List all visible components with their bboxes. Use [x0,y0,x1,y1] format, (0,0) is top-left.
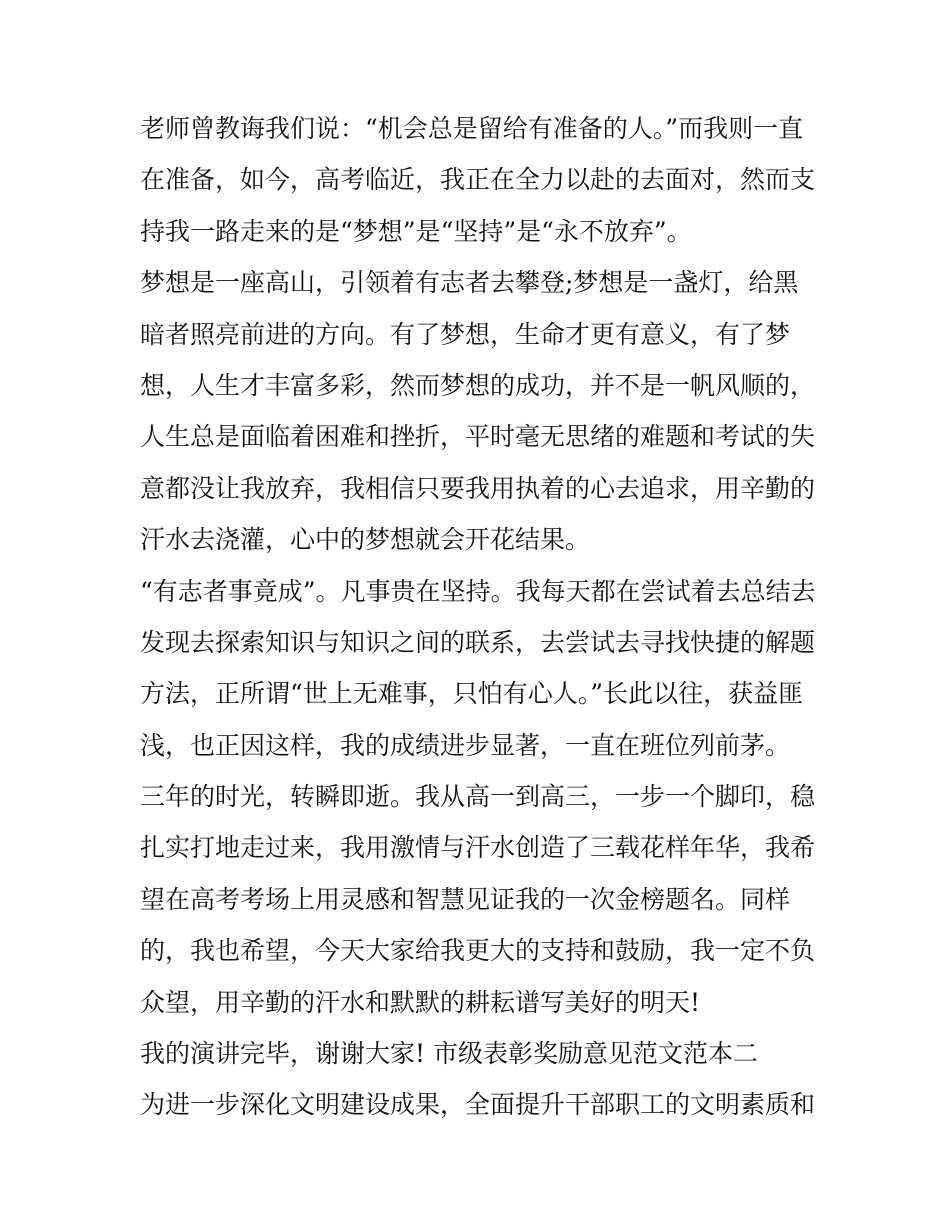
text-line: 在准备，如今，高考临近，我正在全力以赴的去面对，然而支 [140,165,816,195]
text-line: 我的演讲完毕，谢谢大家! 市级表彰奖励意见范文范本二 [140,1039,758,1069]
text-line: “有志者事竟成”。凡事贵在坚持。我每天都在尝试着去总结去 [140,576,816,606]
text-line: 持我一路走来的是“梦想”是“坚持”是“永不放弃”。 [140,216,692,246]
text-line: 发现去探索知识与知识之间的联系，去尝试去寻找快捷的解题 [140,627,816,657]
text-line: 人生总是面临着困难和挫折，平时毫无思绪的难题和考试的失 [140,422,816,452]
text-line: 为进一步深化文明建设成果，全面提升干部职工的文明素质和 [140,1090,816,1120]
text-line: 想，人生才丰富多彩，然而梦想的成功，并不是一帆风顺的， [140,370,816,400]
text-line: 汗水去浇灌，心中的梦想就会开花结果。 [140,525,591,555]
text-line: 的，我也希望，今天大家给我更大的支持和鼓励，我一定不负 [140,936,816,966]
text-line: 老师曾教诲我们说：“机会总是留给有准备的人。”而我则一直 [140,114,804,143]
text-line: 扎实打地走过来，我用激情与汗水创造了三载花样年华，我希 [140,833,816,863]
text-line: 众望，用辛勤的汗水和默默的耕耘谱写美好的明天! [140,987,701,1017]
text-line: 暗者照亮前进的方向。有了梦想，生命才更有意义，有了梦 [140,319,791,349]
text-line: 浅，也正因这样，我的成绩进步显著，一直在班位列前茅。 [140,730,791,760]
text-line: 三年的时光，转瞬即逝。我从高一到高三，一步一个脚印，稳 [140,782,816,812]
text-line: 望在高考考场上用灵感和智慧见证我的一次金榜题名。同样 [140,884,791,914]
text-line: 意都没让我放弃，我相信只要我用执着的心去追求，用辛勤的 [140,473,816,503]
text-line: 方法，正所谓“世上无难事，只怕有心人。”长此以往，获益匪 [140,679,804,709]
body-text [140,107,820,1135]
text-line: 梦想是一座高山，引领着有志者去攀登;梦想是一盏灯，给黑 [140,268,799,298]
